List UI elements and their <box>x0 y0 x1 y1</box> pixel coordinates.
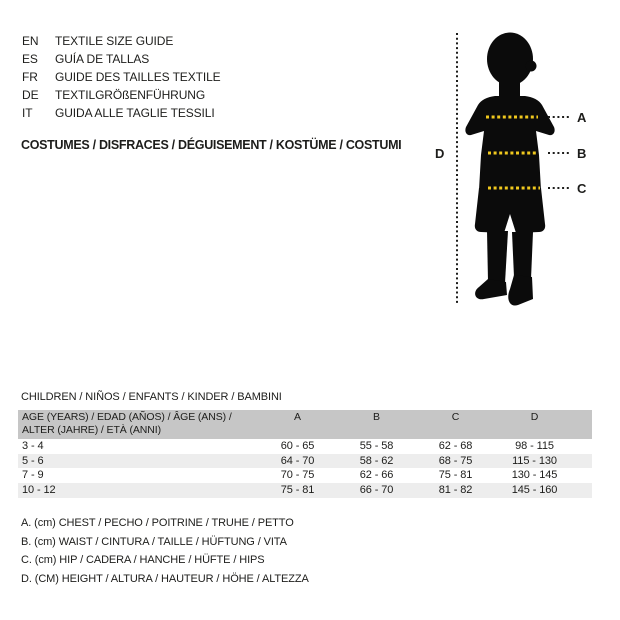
category-title: COSTUMES / DISFRACES / DÉGUISEMENT / KOSTÜME / COSTUMI <box>21 138 402 152</box>
col-header-age-line1: AGE (YEARS) / EDAD (AÑOS) / ÂGE (ANS) / <box>22 411 232 423</box>
language-code: ES <box>22 52 38 66</box>
cell-a: 64 - 70 <box>280 454 315 467</box>
language-label: GUIDA ALLE TAGLIE TESSILI <box>55 106 215 120</box>
cell-b: 58 - 62 <box>359 454 394 467</box>
cell-c: 81 - 82 <box>438 484 473 497</box>
col-header-d: D <box>495 410 574 439</box>
cell-d: 98 - 115 <box>515 440 554 452</box>
figure-label-a: A <box>577 110 587 125</box>
section-title-children: CHILDREN / NIÑOS / ENFANTS / KINDER / BAMBINI <box>21 391 282 403</box>
cell-b: 55 - 58 <box>359 440 394 452</box>
figure-label-d: D <box>435 146 445 161</box>
col-header-age-line2: ALTER (JAHRE) / ETÀ (ANNI) <box>22 424 161 436</box>
language-label: GUIDE DES TAILLES TEXTILE <box>55 70 221 84</box>
cell-a: 70 - 75 <box>280 469 315 482</box>
cell-spacer <box>574 454 592 469</box>
language-row-de <box>22 86 221 104</box>
legend-item-d: D. (CM) HEIGHT / ALTURA / HAUTEUR / HÖHE / ALTEZZA <box>21 572 309 585</box>
language-label: GUÍA DE TALLAS <box>55 52 150 66</box>
table-row-7-9 <box>18 468 592 483</box>
figure-label-b: B <box>577 146 587 161</box>
cell-spacer <box>574 483 592 498</box>
cell-d: 115 - 130 <box>512 454 557 467</box>
table-row-10-12 <box>18 483 592 498</box>
cell-spacer <box>574 439 592 454</box>
cell-a: 60 - 65 <box>280 440 315 452</box>
child-silhouette <box>465 33 554 306</box>
language-row-en <box>22 32 221 50</box>
col-header-a: A <box>258 410 337 439</box>
cell-b: 62 - 66 <box>359 469 394 482</box>
size-table <box>18 410 592 498</box>
cell-a: 75 - 81 <box>280 484 315 497</box>
legend-item-b: B. (cm) WAIST / CINTURA / TAILLE / HÜFTUNG / VITA <box>21 535 287 548</box>
language-code: FR <box>22 70 38 84</box>
language-code: IT <box>22 106 33 120</box>
table-row-5-6 <box>18 454 592 469</box>
table-header-row <box>18 410 592 439</box>
language-row-es <box>22 50 221 68</box>
language-code: DE <box>22 88 39 102</box>
cell-d: 130 - 145 <box>511 469 558 482</box>
cell-spacer <box>574 468 592 483</box>
figure-label-c: C <box>577 181 587 196</box>
child-figure <box>420 15 620 315</box>
col-header-c: C <box>416 410 495 439</box>
language-label: TEXTILE SIZE GUIDE <box>55 34 174 48</box>
cell-age: 5 - 6 <box>22 454 44 467</box>
cell-d: 145 - 160 <box>511 484 558 497</box>
table-row-3-4 <box>18 439 592 454</box>
language-row-fr <box>22 68 221 86</box>
cell-c: 68 - 75 <box>438 454 473 467</box>
cell-age: 3 - 4 <box>22 440 44 452</box>
legend-item-c: C. (cm) HIP / CADERA / HANCHE / HÜFTE / HIPS <box>21 554 265 566</box>
language-code: EN <box>22 34 39 48</box>
language-row-it <box>22 104 221 122</box>
language-label: TEXTILGRÖßENFÜHRUNG <box>55 88 206 102</box>
cell-b: 66 - 70 <box>359 484 394 497</box>
col-header-spacer <box>574 410 592 439</box>
col-header-age <box>18 410 258 439</box>
cell-c: 62 - 68 <box>438 440 473 452</box>
cell-age: 10 - 12 <box>22 484 56 497</box>
col-header-b: B <box>337 410 416 439</box>
cell-c: 75 - 81 <box>438 469 473 482</box>
cell-age: 7 - 9 <box>22 469 44 482</box>
measurement-legend <box>21 514 309 588</box>
legend-item-a: A. (cm) CHEST / PECHO / POITRINE / TRUHE / PETTO <box>21 517 294 529</box>
language-list <box>22 32 221 122</box>
